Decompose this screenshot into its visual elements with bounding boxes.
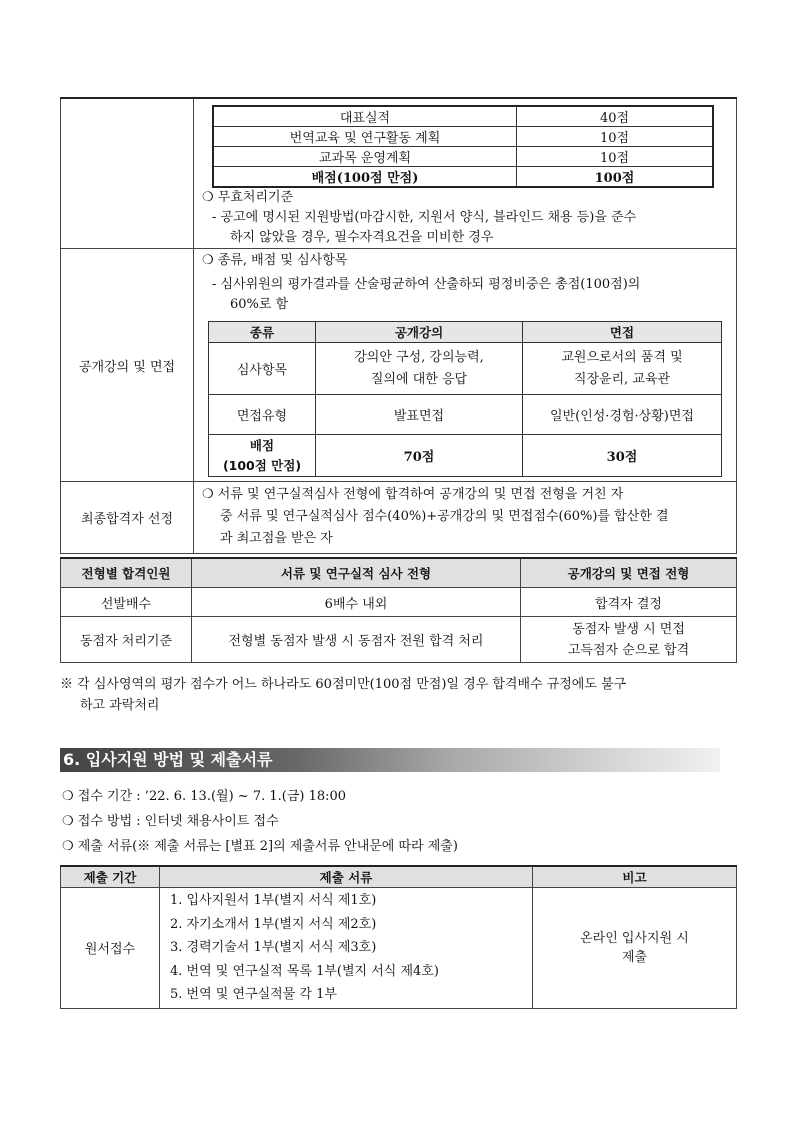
row-label: 심사항목 <box>209 343 316 395</box>
lecture-heading-text: 종류, 배점 및 심사항목 <box>217 253 348 268</box>
documents-table <box>60 865 737 1009</box>
docs-header: 비고 <box>533 866 737 888</box>
doc-item: 5. 번역 및 연구실적물 각 1부 <box>170 987 337 1003</box>
doc-item: 2. 자기소개서 1부(별지 서식 제2호) <box>170 916 377 932</box>
cell-text: 30점 <box>523 435 722 477</box>
note-line2: 하고 과락처리 <box>80 698 160 713</box>
docs-note: 온라인 입사지원 시 <box>580 930 689 946</box>
bullet-text: 접수 기간 : ’22. 6. 13.(월) ~ 7. 1.(금) 18:00 <box>77 789 347 804</box>
circle-bullet-icon: ❍ <box>62 814 74 829</box>
circle-bullet-icon: ❍ <box>62 789 74 804</box>
quota-cell: 합격자 결정 <box>521 588 737 617</box>
final-line2: 중 서류 및 연구실적심사 점수(40%)+공개강의 및 면접점수(60%)를 합산한 결 <box>220 509 669 524</box>
doc-item: 3. 경력기술서 1부(별지 서식 제3호) <box>170 940 377 956</box>
bullet-method <box>62 809 458 834</box>
quota-cell: 6배수 내외 <box>192 588 521 617</box>
quota-header: 공개강의 및 면접 전형 <box>521 558 737 588</box>
quota-cell: 전형별 동점자 발생 시 동점자 전원 합격 처리 <box>192 617 521 663</box>
doc-item: 4. 번역 및 연구실적 목록 1부(별지 서식 제4호) <box>170 963 439 979</box>
docs-period: 원서접수 <box>61 888 160 1009</box>
docs-header: 제출 기간 <box>61 866 160 888</box>
cell-text: 70점 <box>316 435 523 477</box>
row-label: 배점 <box>249 437 275 453</box>
lecture-line1-text: 심사위원의 평가결과를 산술평균하여 산출하되 평정비중은 총점(100점)의 <box>220 277 641 292</box>
score-item: 대표실적 <box>213 106 517 127</box>
row-label: (100점 만점) <box>222 457 302 473</box>
cell-text: 발표면접 <box>316 395 523 435</box>
quota-row-label: 동점자 처리기준 <box>61 617 192 663</box>
cell-text: 질의에 대한 응답 <box>370 371 468 387</box>
quota-header: 서류 및 연구실적 심사 전형 <box>192 558 521 588</box>
lecture-line2: 60%로 함 <box>230 297 289 312</box>
score-item: 교과목 운영계획 <box>213 147 517 167</box>
col-interview: 면접 <box>523 322 722 343</box>
docs-note: 제출 <box>621 949 648 965</box>
quota-cell: 동점자 발생 시 면접 <box>572 621 685 637</box>
lecture-line1: - 심사위원의 평가결과를 산술평균하여 산출하되 평정비중은 총점(100점)의 <box>212 277 641 292</box>
lecture-table <box>208 321 722 477</box>
lecture-label: 공개강의 및 면접 <box>61 249 194 482</box>
circle-bullet-icon: ❍ <box>202 487 214 502</box>
cell-text: 일반(인성·경험·상황)면접 <box>523 395 722 435</box>
cell-text: 강의안 구성, 강의능력, <box>354 349 484 365</box>
circle-bullet-icon: ❍ <box>62 839 74 854</box>
lecture-heading <box>198 251 732 271</box>
score-value: 10점 <box>517 127 714 147</box>
quota-header: 전형별 합격인원 <box>61 558 192 588</box>
note <box>60 674 626 716</box>
bullet-text: 제출 서류(※ 제출 서류는 [별표 2]의 제출서류 안내문에 따라 제출) <box>77 839 458 854</box>
bullet-period <box>62 784 458 809</box>
final-line1 <box>198 484 732 506</box>
invalid-line1-text: 공고에 명시된 지원방법(마감시한, 지원서 양식, 블라인드 채용 등)을 준수 <box>220 210 637 225</box>
score-total-label: 배점(100점 만점) <box>213 167 517 188</box>
bullet-docs <box>62 834 458 859</box>
doc-item: 1. 입사지원서 1부(별지 서식 제1호) <box>170 893 377 908</box>
invalid-line1: - 공고에 명시된 지원방법(마감시한, 지원서 양식, 블라인드 채용 등)을 준수 <box>212 210 637 225</box>
invalid-heading-text: 무효처리기준 <box>217 190 294 205</box>
col-type: 종류 <box>209 322 316 343</box>
quota-table <box>60 557 737 663</box>
note-line1: ※ 각 심사영역의 평가 점수가 어느 하나라도 60점미만(100점 만점)일 경우 합격배수 규정에도 불구 <box>60 677 627 692</box>
score-total-value: 100점 <box>517 167 714 188</box>
final-line3: 과 최고점을 받은 자 <box>220 531 333 546</box>
invalid-line2: 하지 않았을 경우, 필수자격요건을 미비한 경우 <box>230 230 494 245</box>
cell-text: 직장윤리, 교육관 <box>573 371 671 387</box>
invalid-heading <box>198 188 732 208</box>
quota-row-label: 선발배수 <box>61 588 192 617</box>
circle-bullet-icon: ❍ <box>202 190 214 205</box>
section6-bullets <box>62 784 458 859</box>
final-line1-text: 서류 및 연구실적심사 전형에 합격하여 공개강의 및 면접 전형을 거친 자 <box>217 487 624 502</box>
empty-label-cell <box>61 98 194 249</box>
final-label: 최종합격자 선정 <box>61 482 194 554</box>
evaluation-table <box>60 97 737 554</box>
docs-header: 제출 서류 <box>160 866 533 888</box>
bullet-text: 접수 방법 : 인터넷 채용사이트 접수 <box>77 814 279 829</box>
score-item: 번역교육 및 연구활동 계획 <box>213 127 517 147</box>
score-value: 10점 <box>517 147 714 167</box>
score-value: 40점 <box>517 106 714 127</box>
circle-bullet-icon: ❍ <box>202 253 214 268</box>
col-lecture: 공개강의 <box>316 322 523 343</box>
score-table <box>212 105 714 188</box>
row-label: 면접유형 <box>209 395 316 435</box>
section-heading: 6. 입사지원 방법 및 제출서류 <box>63 750 273 769</box>
quota-cell: 고득점자 순으로 합격 <box>567 642 690 658</box>
cell-text: 교원으로서의 품격 및 <box>561 349 683 365</box>
